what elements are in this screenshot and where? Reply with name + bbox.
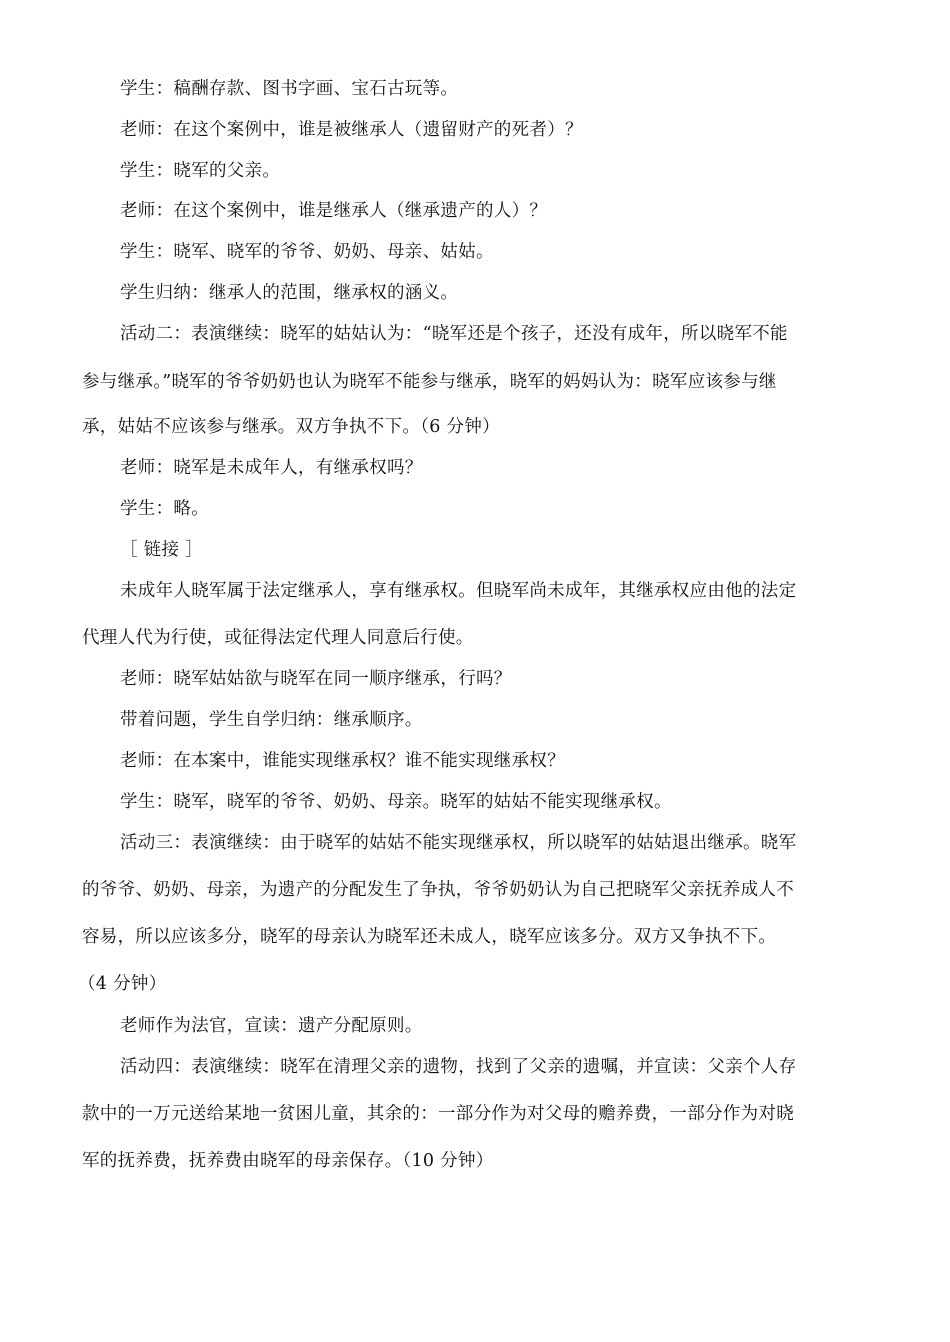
text-line: 学生：晓军的父亲。 [120,161,281,181]
text-line: 代理人代为行使，或征得法定代理人同意后行使。 [82,628,474,648]
text-line: 未成年人晓军属于法定继承人，享有继承权。但晓军尚未成年，其继承权应由他的法定 [120,581,797,601]
text-line: 老师：在这个案例中，谁是继承人（继承遗产的人）？ [120,201,548,221]
text-line: 承，姑姑不应该参与继承。双方争执不下。（6 分钟） [82,417,500,437]
text-line: 老师：在本案中，谁能实现继承权？谁不能实现继承权？ [120,751,565,771]
text-line: 学生：晓军，晓军的爷爷、奶奶、母亲。晓军的姑姑不能实现继承权。 [120,792,672,812]
text-line: （4 分钟） [78,974,167,994]
text-line: 学生归纳：继承人的范围，继承权的涵义。 [120,283,459,303]
text-line: 活动二：表演继续：晓军的姑姑认为：“晓军还是个孩子，还没有成年，所以晓军不能 [120,324,788,344]
text-line: 款中的一万元送给某地一贫困儿童，其余的：一部分作为对父母的赡养费，一部分作为对晓 [82,1104,794,1124]
text-line: 容易，所以应该多分，晓军的母亲认为晓军还未成人，晓军应该多分。双方又争执不下。 [82,927,777,947]
text-line: 参与继承。”晓军的爷爷奶奶也认为晓军不能参与继承，晓军的妈妈认为：晓军应该参与继 [82,372,777,392]
text-line: 学生：晓军、晓军的爷爷、奶奶、母亲、姑姑。 [120,242,494,262]
text-line: 学生：略。 [120,499,209,519]
text-line: 带着问题，学生自学归纳：继承顺序。 [120,710,423,730]
text-line: 军的抚养费，抚养费由晓军的母亲保存。（10 分钟） [82,1151,494,1171]
text-line: 的爷爷、奶奶、母亲，为遗产的分配发生了争执，爷爷奶奶认为自己把晓军父亲抚养成人不 [82,880,794,900]
text-line: 老师：晓军姑姑欲与晓军在同一顺序继承，行吗？ [120,669,512,689]
text-line: 老师作为法官，宣读：遗产分配原则。 [120,1016,423,1036]
text-line: 学生：稿酬存款、图书字画、宝石古玩等。 [120,79,459,99]
link-heading: ［ 链接 ］ [120,540,203,560]
text-line: 老师：在这个案例中，谁是被继承人（遗留财产的死者）？ [120,120,583,140]
text-line: 活动三：表演继续：由于晓军的姑姑不能实现继承权，所以晓军的姑姑退出继承。晓军 [120,833,797,853]
text-line: 老师：晓军是未成年人，有继承权吗？ [120,458,423,478]
text-line: 活动四：表演继续：晓军在清理父亲的遗物，找到了父亲的遗嘱，并宣读：父亲个人存 [120,1057,797,1077]
